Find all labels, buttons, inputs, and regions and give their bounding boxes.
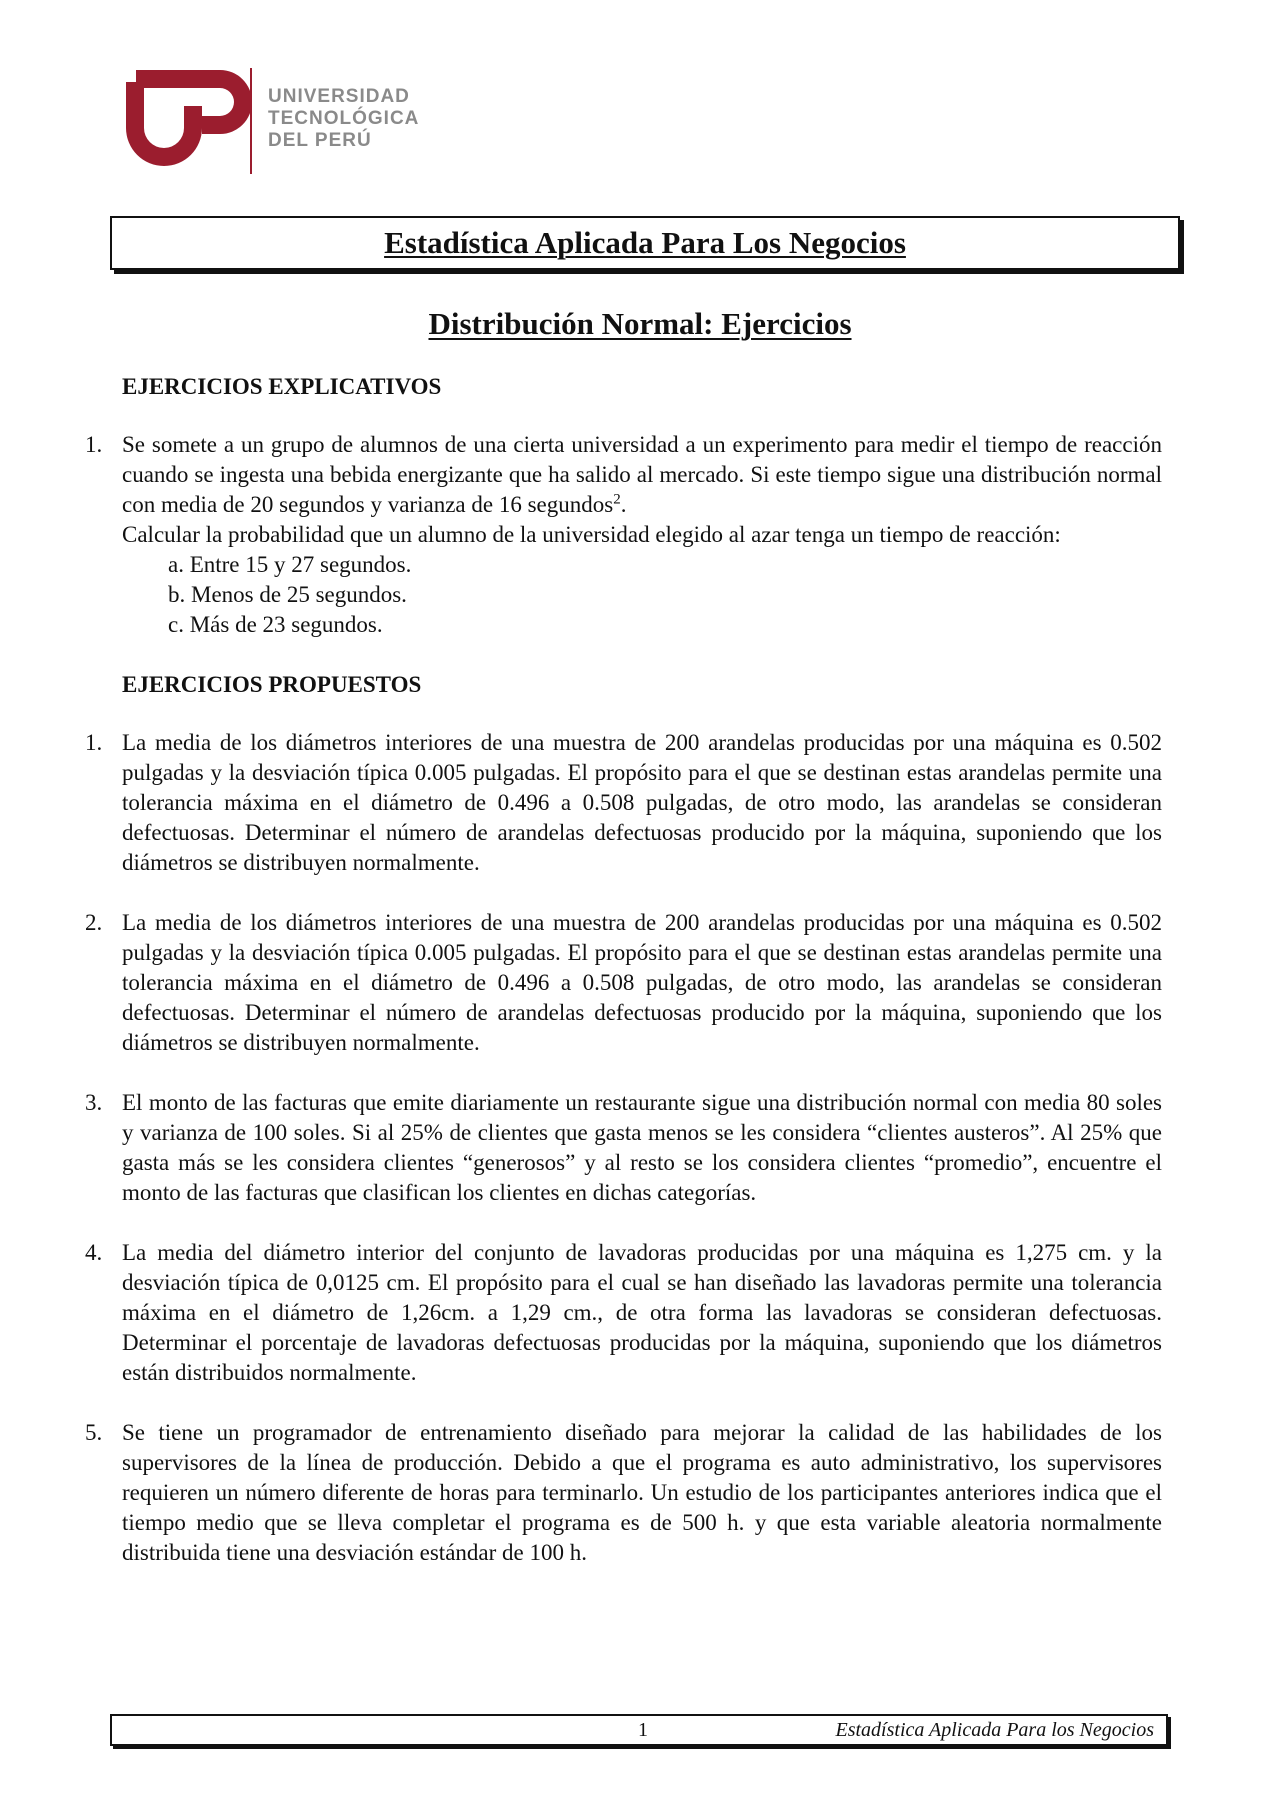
section-heading-propuestos: EJERCICIOS PROPUESTOS [122,672,422,697]
exercise-text: El monto de las facturas que emite diariamente un restaurante sigue una distribución normal con media 80 soles y varianza de 100 soles. Si al 25% de clientes que gasta menos se les considera “clientes austeros”. Al 25% que gasta más se les considera clientes “generosos” y al resto se los considera clientes “promedio”, encuentre el monto de las facturas que clasifican los clientes en dichas categorías. [122,1090,1162,1205]
exercise-question: Calcular la probabilidad que un alumno de la universidad elegido al azar tenga un tiempo de reacción: [122,522,1061,547]
document-body [85,372,1162,1598]
sub-item: b. Menos de 25 segundos. [168,582,407,607]
utp-logo-mark-icon [120,66,260,178]
exercise-number: 5. [85,1420,103,1445]
exercise-text [122,430,1162,520]
exercise-text: La media de los diámetros interiores de una muestra de 200 arandelas producidas por una máquina es 0.502 pulgadas y la desviación típica 0.005 pulgadas. El propósito para el que se destinan estas arandelas permite una tolerancia máxima en el diámetro de 0.496 a 0.508 pulgadas, de otro modo, las arandelas se consideran defectuosas. Determinar el número de arandelas defectuosas producido por la máquina, suponiendo que los diámetros se distribuyen normalmente. [122,910,1162,1055]
exercise-propuesto-2 [85,908,1162,1058]
exercise-superscript: 2 [613,491,621,508]
document-title: Estadística Aplicada Para Los Negocios [384,225,906,260]
exercise-text-end: . [620,492,627,517]
exercise-propuesto-3 [85,1088,1162,1208]
logo-text [268,86,419,152]
exercise-explicativo-1 [85,430,1162,640]
exercise-text-main: Se somete a un grupo de alumnos de una cierta universidad a un experimento para medir el tiempo de reacción cuando se ingesta una bebida energizante que ha salido al mercado. Si este tiempo sigue una distribución normal con media de 20 segundos y varianza de 16 segundos [122,432,1162,517]
exercise-number: 2. [85,910,103,935]
exercise-propuesto-4 [85,1238,1162,1388]
exercise-text: La media del diámetro interior del conjunto de lavadoras producidas por una máquina es 1,275 cm. y la desviación típica de 0,0125 cm. El propósito para el cual se han diseñado las lavadoras permite una tolerancia máxima en el diámetro de 1,26cm. a 1,29 cm., de otra forma las lavadoras se consideran defectuosas. Determinar el porcentaje de lavadoras defectuosas producidas por la máquina, suponiendo que los diámetros están distribuidos normalmente. [122,1240,1162,1385]
footer-title: Estadística Aplicada Para los Negocios [835,1719,1154,1741]
sub-item: c. Más de 23 segundos. [168,612,383,637]
logo-line-2: TECNOLÓGICA [268,108,420,129]
title-box [110,216,1180,270]
page-footer [110,1714,1168,1746]
exercise-number: 1. [85,432,103,457]
page-number: 1 [638,1719,648,1741]
document-subtitle: Distribución Normal: Ejercicios [428,306,852,341]
exercise-number: 1. [85,730,103,755]
exercise-number: 3. [85,1090,103,1115]
logo-line-3: DEL PERÚ [268,130,372,151]
exercise-text: La media de los diámetros interiores de una muestra de 200 arandelas producidas por una máquina es 0.502 pulgadas y la desviación típica 0.005 pulgadas. El propósito para el que se destinan estas arandelas permite una tolerancia máxima en el diámetro de 0.496 a 0.508 pulgadas, de otro modo, las arandelas se consideran defectuosas. Determinar el número de arandelas defectuosas producido por la máquina, suponiendo que los diámetros se distribuyen normalmente. [122,730,1162,875]
exercise-propuesto-5 [85,1418,1162,1568]
section-heading-explicativos: EJERCICIOS EXPLICATIVOS [122,374,442,399]
exercise-propuesto-1 [85,728,1162,878]
sub-item: a. Entre 15 y 27 segundos. [168,552,412,577]
logo-line-1: UNIVERSIDAD [268,86,410,107]
exercise-text: Se tiene un programador de entrenamiento diseñado para mejorar la calidad de las habilidades de los supervisores de la línea de producción. Debido a que el programa es auto administrativo, los supervisores requieren un número diferente de horas para terminarlo. Un estudio de los participantes anteriores indica que el tiempo medio que se lleva completar el programa es de 500 h. y que esta variable aleatoria normalmente distribuida tiene una desviación estándar de 100 h. [122,1420,1162,1565]
utp-logo [120,66,440,178]
exercise-number: 4. [85,1240,103,1265]
exercise-sub-list [122,550,1162,640]
